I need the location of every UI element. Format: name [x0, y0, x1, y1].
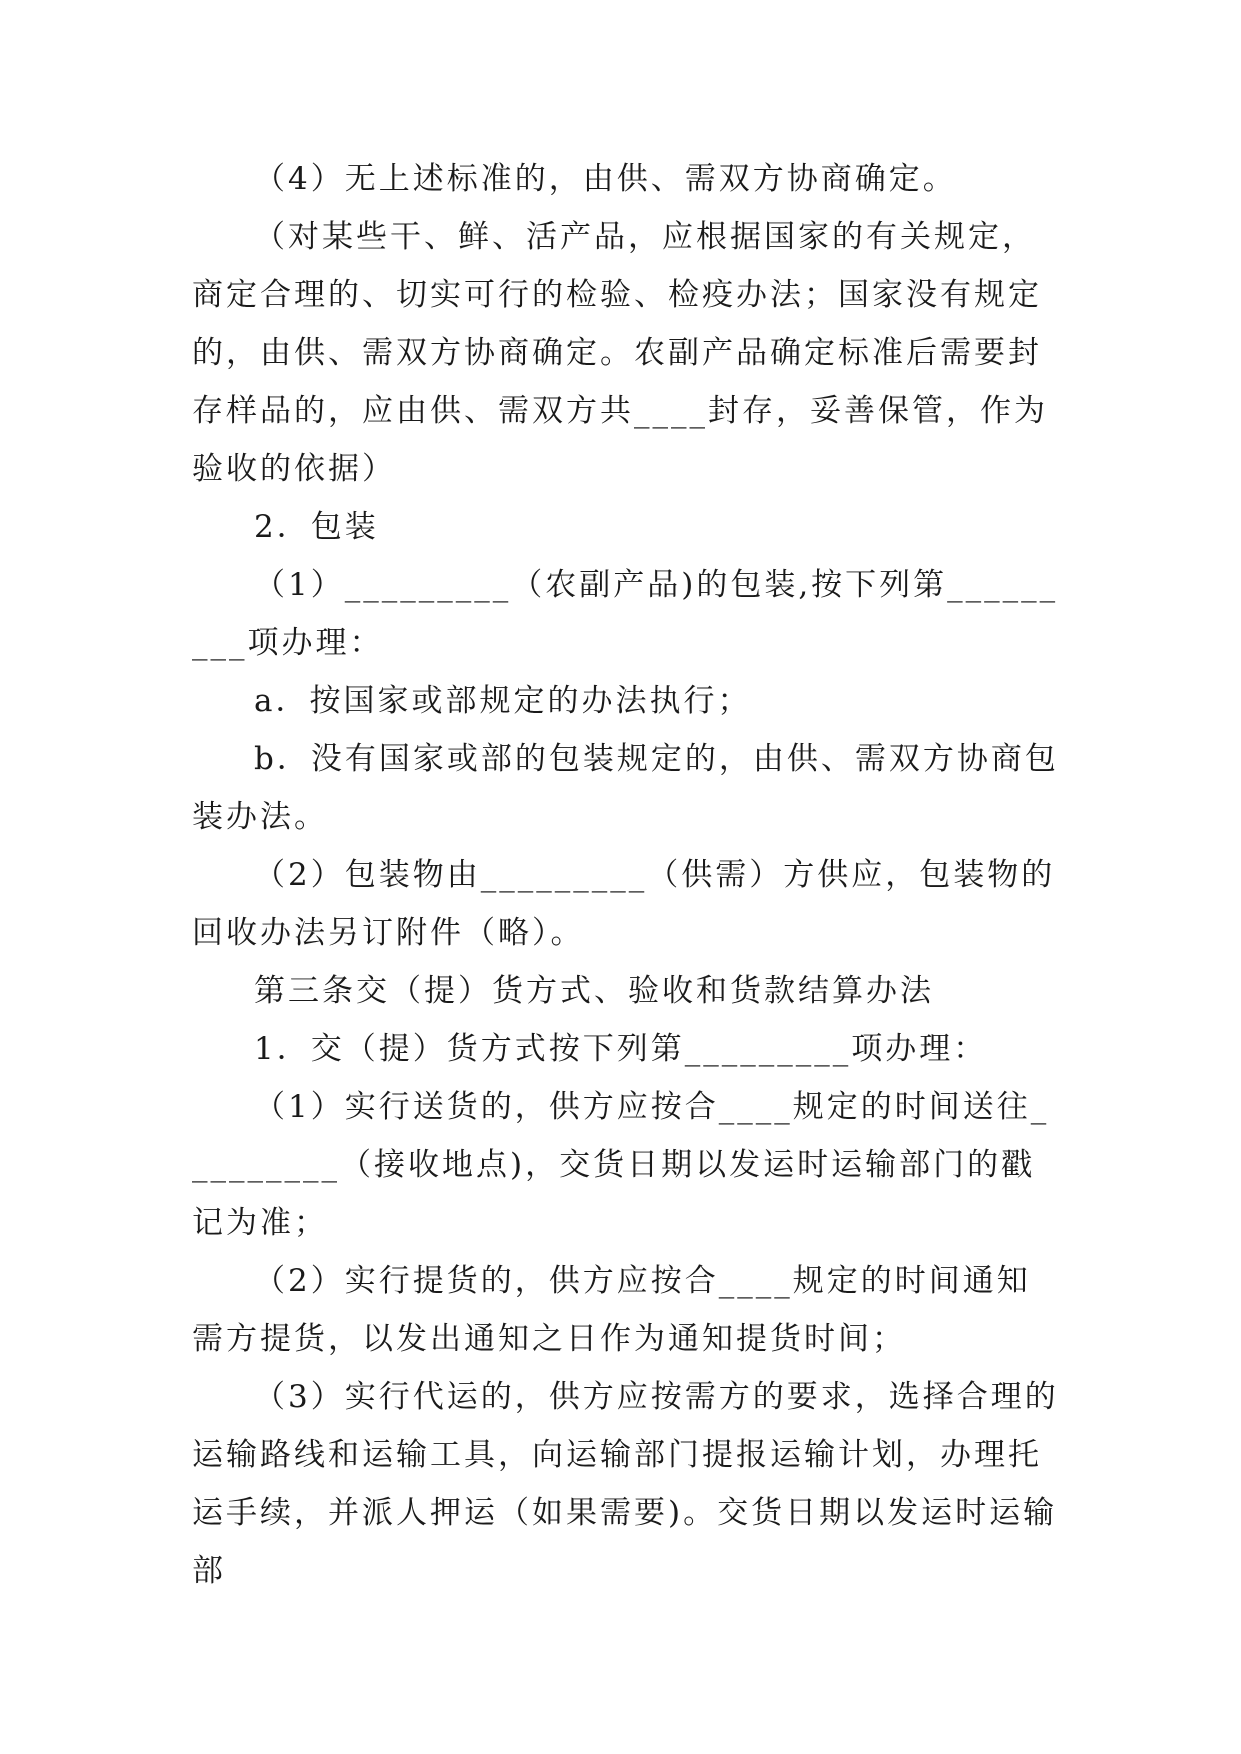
document-body: [192, 150, 1064, 1600]
section-heading-packaging: 2．包装: [254, 509, 379, 545]
paragraph-inspection-note: （对某些干、鲜、活产品，应根据国家的有关规定，商定合理的、切实可行的检验、检疫办法；国家没有规定的，由供、需双方协商确定。农副产品确定标准后需要封存样品的，应由供、需双方共____封存，妥善保管，作为验收的依据）: [192, 219, 1048, 487]
paragraph-packaging-b: b．没有国家或部的包装规定的，由供、需双方协商包装办法。: [192, 741, 1059, 835]
paragraph-packaging-a: a．按国家或部规定的办法执行；: [254, 683, 752, 719]
paragraph-delivery-1: （1）实行送货的，供方应按合____规定的时间送往_________（接收地点)，交货日期以发运时运输部门的戳记为准；: [192, 1089, 1050, 1241]
paragraph-delivery-2: （2）实行提货的，供方应按合____规定的时间通知需方提货，以发出通知之日作为通知提货时间；: [192, 1263, 1031, 1357]
paragraph-packaging-2: （2）包装物由_________（供需）方供应，包装物的回收办法另订附件（略）。: [192, 857, 1056, 951]
paragraph-item-4-standard: （4）无上述标准的，由供、需双方协商确定。: [254, 161, 957, 197]
paragraph-packaging-1: （1）_________（农副产品)的包装,按下列第_________项办理：: [192, 567, 1059, 661]
article-heading-3: 第三条交（提）货方式、验收和货款结算办法: [254, 973, 934, 1009]
paragraph-delivery-3: （3）实行代运的，供方应按需方的要求，选择合理的运输路线和运输工具，向运输部门提报运输计划，办理托运手续，并派人押运（如果需要)。交货日期以发运时运输部: [192, 1379, 1059, 1589]
paragraph-delivery-method: 1．交（提）货方式按下列第_________项办理：: [254, 1031, 988, 1067]
